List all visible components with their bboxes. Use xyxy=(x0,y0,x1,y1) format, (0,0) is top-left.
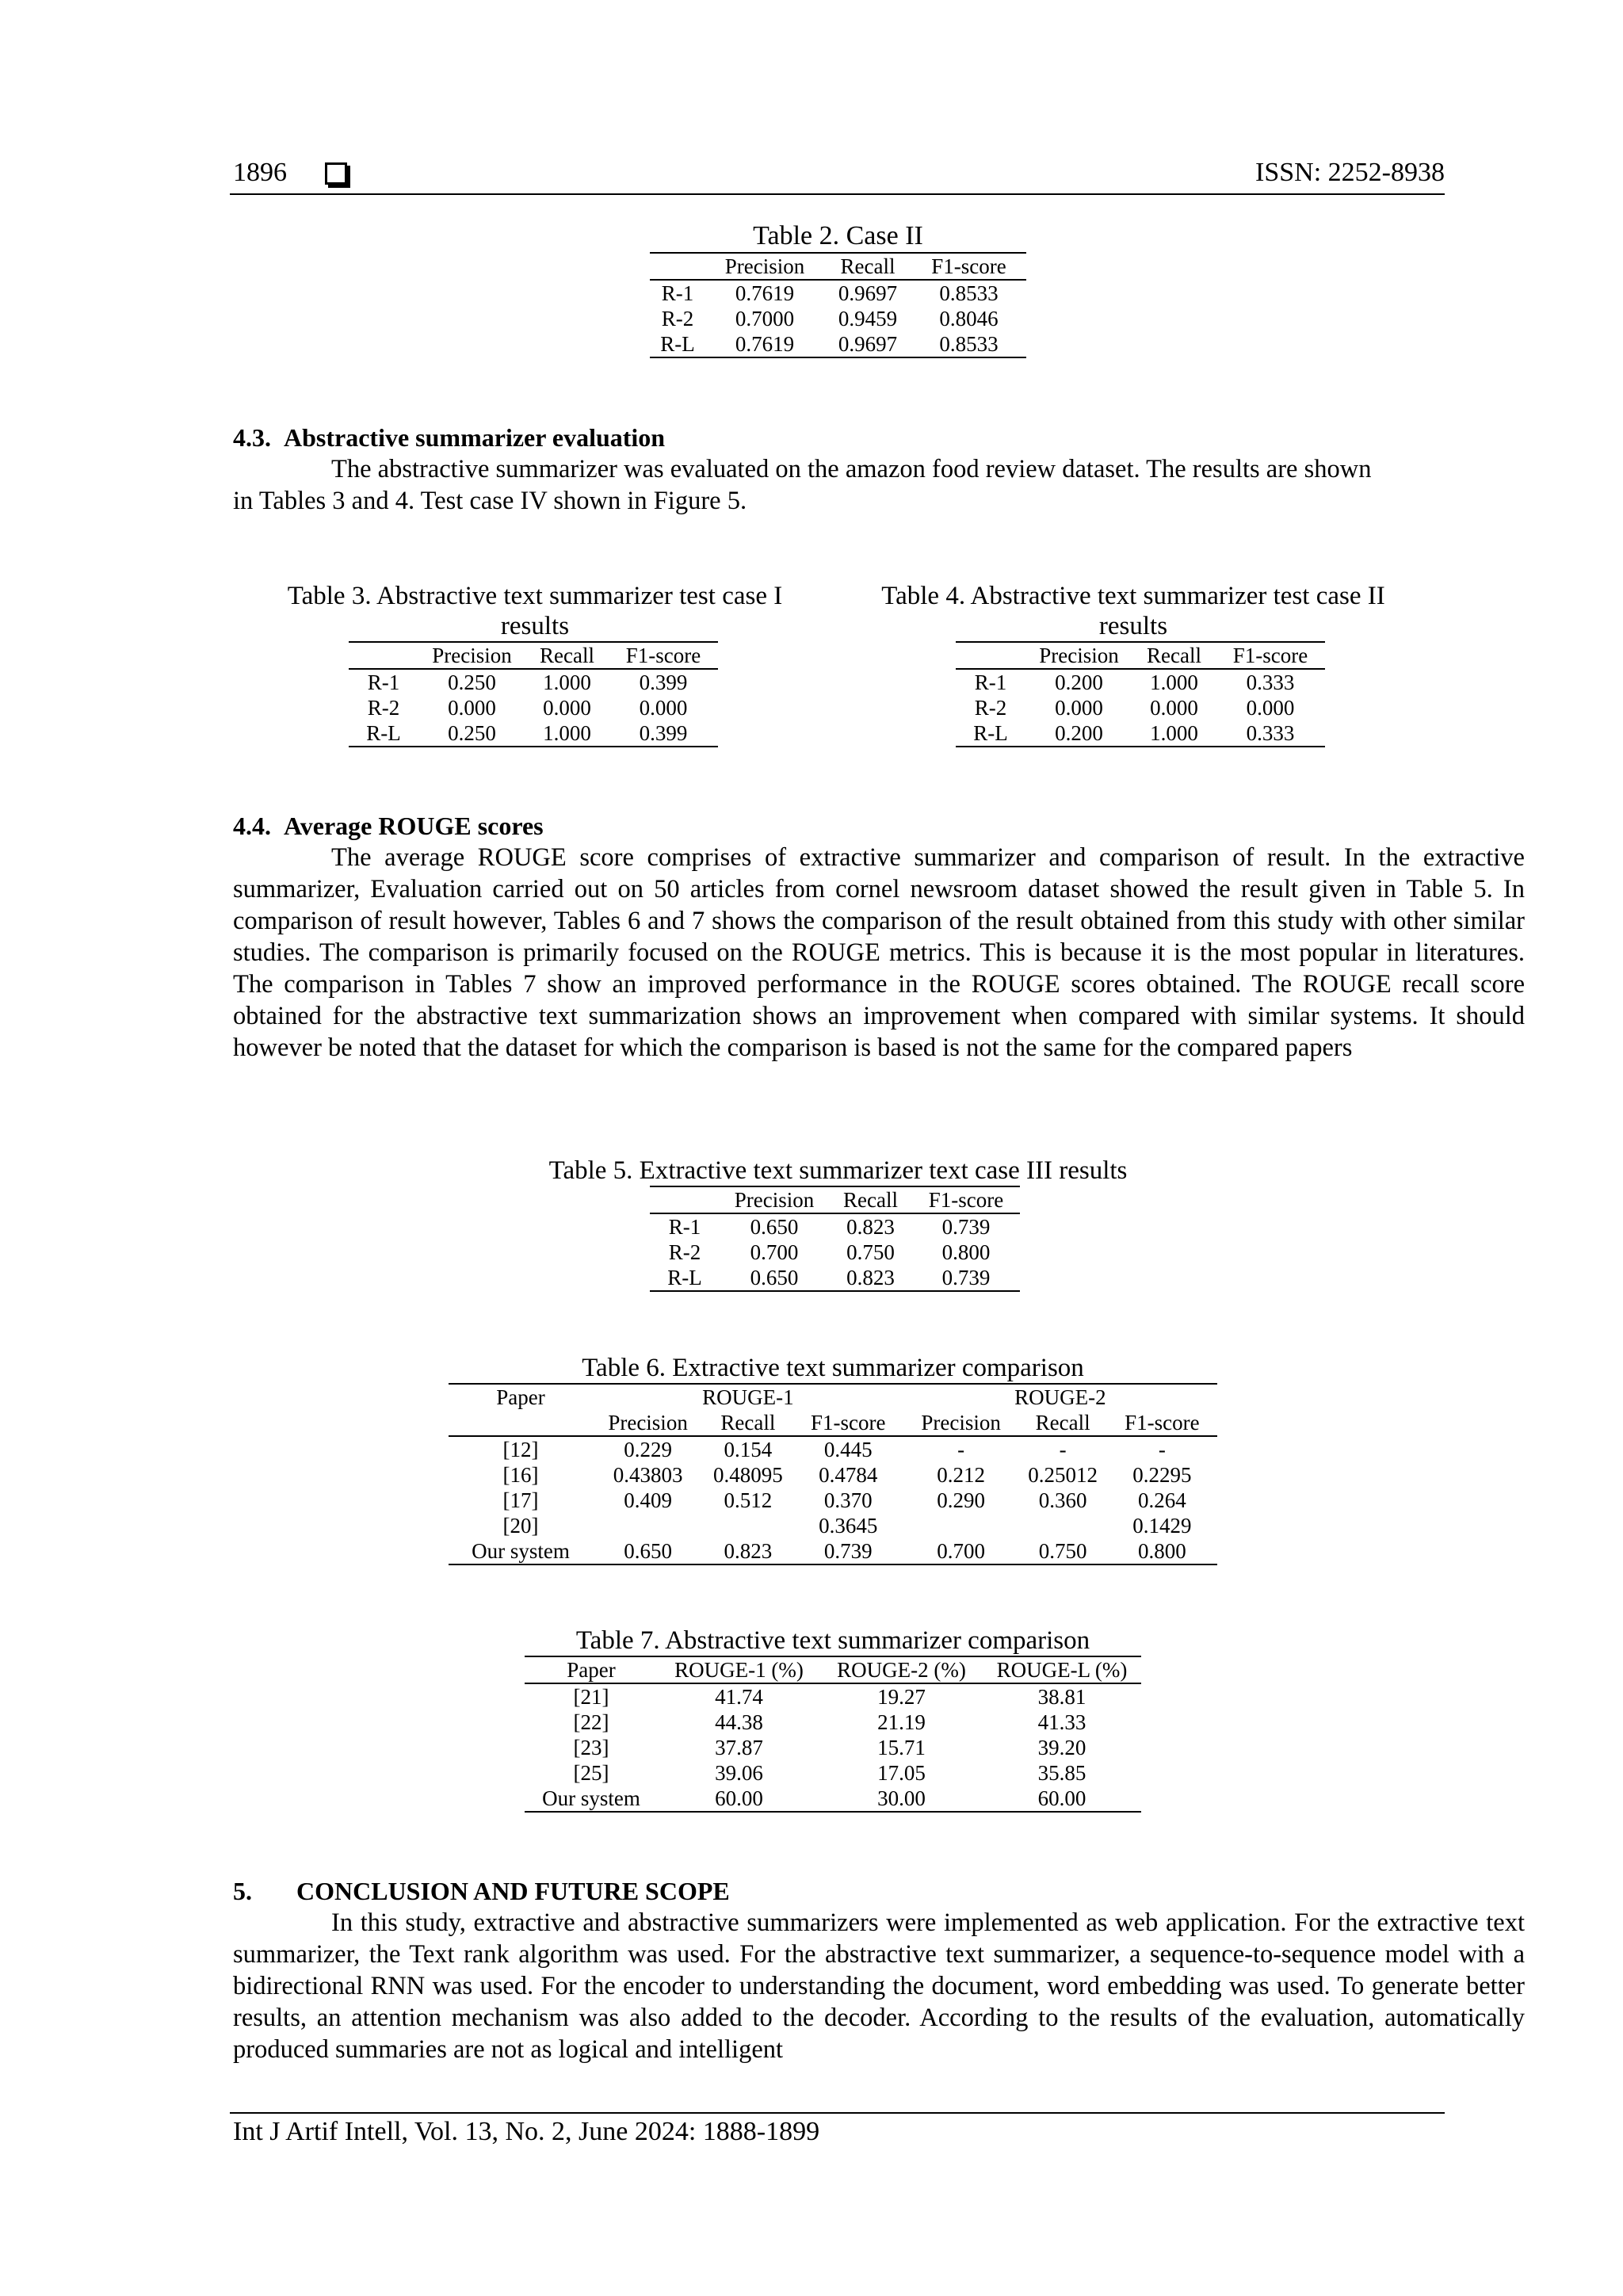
table-row xyxy=(449,1538,1217,1564)
para-rest: extractive text summarizer, the Text rank algorithm was used. For the abstractive text summarizer, a sequence-to-sequence model with a bidirectional RNN was used. For the encoder to understanding the document, word embedding was used. To generate better results, an attention mechanism was also added to the decoder. According to the results of the evaluation, automatically produced summaries are not as logical and intelligent xyxy=(233,1908,1525,2064)
table-cell: R-L xyxy=(660,332,695,356)
table-cell: 38.81 xyxy=(1037,1685,1086,1709)
table-cell: 0.750 xyxy=(1038,1539,1087,1563)
table-cell: 44.38 xyxy=(715,1710,763,1734)
table-cell: 0.700 xyxy=(937,1539,985,1563)
para-rest: extractive summarizer, Evaluation carried out on 50 articles from cornel newsroom dataset showed the result given in Table 5. In comparison of result however, Tables 6 and 7 shows the comparison of the result obtained from this study with other similar studies. The comparison is primarily focused on the ROUGE metrics. This is because it is the most popular in literatures. The comparison in Tables 7 show an improved performance in the ROUGE scores obtained. The ROUGE recall score obtained for the abstractive text summarization shows an improvement when compared with similar systems. It should however be noted that the dataset for which the comparison is based is not the same for the compared papers xyxy=(233,843,1525,1062)
table-header-row xyxy=(956,642,1325,669)
table-cell: R-2 xyxy=(668,1240,701,1264)
table-cell: 0.000 xyxy=(448,696,496,720)
column-header-cell: Recall xyxy=(824,253,911,280)
table-cell: Our system xyxy=(472,1539,570,1563)
table-cell: 0.9459 xyxy=(838,307,898,330)
section-5-title-text: CONCLUSION AND FUTURE SCOPE xyxy=(296,1877,730,1905)
table-cell: 0.445 xyxy=(823,1438,873,1461)
table2-block xyxy=(650,220,1026,358)
table-cell: R-1 xyxy=(661,281,694,305)
table-row xyxy=(650,280,1026,306)
table-cell xyxy=(903,1513,1019,1538)
table-row xyxy=(650,331,1026,357)
table-cell: 1.000 xyxy=(543,721,591,745)
table-cell: 60.00 xyxy=(1037,1786,1086,1810)
table-cell: 0.3645 xyxy=(819,1514,878,1538)
section-5-title xyxy=(233,1875,730,1907)
table-row xyxy=(449,1513,1217,1538)
column-header-cell: Precision xyxy=(903,1410,1019,1436)
table-row xyxy=(956,720,1325,747)
table-cell: 0.154 xyxy=(724,1438,773,1461)
table-cell: 0.333 xyxy=(1246,721,1295,745)
table-cell: 0.333 xyxy=(1246,670,1295,694)
table-group-header-row xyxy=(449,1384,1217,1410)
table-row xyxy=(525,1760,1141,1786)
table-cell: [23] xyxy=(573,1736,609,1759)
table-cell: 0.4784 xyxy=(819,1463,878,1487)
table-cell: 1.000 xyxy=(1150,721,1198,745)
table-cell: 15.71 xyxy=(877,1736,926,1759)
column-header-cell: Recall xyxy=(525,642,609,669)
table-cell: 35.85 xyxy=(1037,1761,1086,1785)
table3 xyxy=(349,641,718,747)
table-cell: 0.800 xyxy=(941,1240,991,1264)
column-header-cell: Precision xyxy=(1025,642,1132,669)
column-header-cell: ROUGE-1 (%) xyxy=(658,1656,820,1683)
column-header-cell: F1-score xyxy=(609,642,718,669)
table-cell: R-2 xyxy=(974,696,1007,720)
table-row xyxy=(349,720,718,747)
table-cell: 0.650 xyxy=(750,1266,799,1289)
table-cell: R-1 xyxy=(367,670,400,694)
table-cell: R-2 xyxy=(661,307,694,330)
column-header-cell xyxy=(650,1186,720,1213)
table-cell: 0.7619 xyxy=(735,332,795,356)
table-row xyxy=(525,1710,1141,1735)
para-line1: In this study, extractive and abstractive summarizers were implemented as web application. For the xyxy=(331,1908,1369,1937)
section-5-paragraph xyxy=(233,1907,1525,2065)
table-cell: [22] xyxy=(573,1710,609,1734)
header-rule xyxy=(230,193,1445,195)
issn: ISSN: 2252-8938 xyxy=(1255,158,1445,187)
table-cell: 39.20 xyxy=(1037,1736,1086,1759)
table-cell: 0.229 xyxy=(624,1438,672,1461)
column-header-cell: F1-score xyxy=(1216,642,1325,669)
table-cell: 0.739 xyxy=(823,1539,873,1563)
column-header-cell: F1-score xyxy=(912,1186,1020,1213)
table-cell: 30.00 xyxy=(877,1786,926,1810)
table-cell: R-2 xyxy=(367,696,400,720)
table6-block xyxy=(449,1353,1217,1565)
table-cell: 0.264 xyxy=(1138,1488,1186,1512)
table2-caption: Table 2. Case II xyxy=(753,221,923,250)
column-header-cell: Precision xyxy=(593,1410,703,1436)
column-header-cell: ROUGE-L (%) xyxy=(983,1656,1141,1683)
table-row xyxy=(650,306,1026,331)
table-cell: 0.409 xyxy=(624,1488,672,1512)
table-cell: 0.000 xyxy=(1150,696,1198,720)
table-cell: 0.9697 xyxy=(838,332,898,356)
table3-caption-line1: Table 3. Abstractive text summarizer test case I xyxy=(287,582,783,610)
column-header-cell: ROUGE-2 (%) xyxy=(820,1656,983,1683)
table-cell: R-1 xyxy=(974,670,1007,694)
table-cell: 0.9697 xyxy=(838,281,898,305)
column-header-cell: Recall xyxy=(1132,642,1216,669)
table-cell: 1.000 xyxy=(1150,670,1198,694)
table7 xyxy=(525,1656,1141,1813)
table-cell: 0.290 xyxy=(937,1488,985,1512)
table-cell: 0.750 xyxy=(846,1240,895,1264)
table-cell: - xyxy=(957,1438,965,1461)
table-cell xyxy=(1018,1513,1106,1538)
column-header-cell: F1-score xyxy=(793,1410,903,1436)
table-cell xyxy=(703,1513,792,1538)
table3-block xyxy=(269,581,800,747)
table-cell: 0.7619 xyxy=(735,281,795,305)
section-5-number: 5. xyxy=(233,1877,252,1905)
page-number: 1896 xyxy=(233,158,287,187)
table-cell xyxy=(593,1513,703,1538)
table-row xyxy=(650,1265,1020,1291)
table-cell: 0.200 xyxy=(1055,721,1103,745)
table7-caption: Table 7. Abstractive text summarizer comparison xyxy=(575,1626,1090,1655)
column-header-cell: Recall xyxy=(703,1410,792,1436)
table2 xyxy=(650,252,1026,358)
table-cell: 0.000 xyxy=(639,696,688,720)
column-header-cell xyxy=(956,642,1025,669)
table-cell: 0.8046 xyxy=(939,307,999,330)
table-cell: 41.33 xyxy=(1037,1710,1086,1734)
square-box-icon xyxy=(325,162,347,187)
table-cell: - xyxy=(1158,1438,1166,1461)
table-cell: [17] xyxy=(502,1488,539,1512)
table-row xyxy=(449,1488,1217,1513)
table-row xyxy=(956,669,1325,695)
table-row xyxy=(956,695,1325,720)
table-cell: 0.823 xyxy=(846,1215,895,1239)
column-header-cell xyxy=(449,1410,593,1436)
table-cell: 17.05 xyxy=(877,1761,926,1785)
section-4-4-title: 4.4. Average ROUGE scores xyxy=(233,812,544,840)
table-cell: 19.27 xyxy=(877,1685,926,1709)
table-cell: 0.48095 xyxy=(713,1463,783,1487)
table-cell: 0.399 xyxy=(639,670,688,694)
table6 xyxy=(449,1383,1217,1565)
table-cell: 0.25012 xyxy=(1028,1463,1098,1487)
table-cell: 21.19 xyxy=(877,1710,926,1734)
table6-caption: Table 6. Extractive text summarizer comparison xyxy=(582,1354,1084,1382)
table4-block xyxy=(864,581,1403,747)
group-header-cell: ROUGE-1 xyxy=(702,1385,794,1409)
table-cell: 0.399 xyxy=(639,721,688,745)
section-4-3-paragraph xyxy=(233,453,1525,517)
table-row xyxy=(525,1683,1141,1710)
table-cell: R-1 xyxy=(668,1215,701,1239)
table-row xyxy=(449,1436,1217,1462)
table-row xyxy=(349,695,718,720)
table-cell: 0.000 xyxy=(1246,696,1295,720)
table-cell: R-L xyxy=(973,721,1008,745)
table-cell: [20] xyxy=(502,1514,539,1538)
footer-citation: Int J Artif Intell, Vol. 13, No. 2, June 2024: 1888-1899 xyxy=(233,2117,820,2146)
column-header-cell: F1-score xyxy=(911,253,1026,280)
table3-caption-line2: results xyxy=(500,612,570,640)
table-cell: 0.7000 xyxy=(735,307,795,330)
table-cell: 0.212 xyxy=(937,1463,985,1487)
table-row xyxy=(650,1213,1020,1240)
table-header-row xyxy=(525,1656,1141,1683)
table-cell: 0.823 xyxy=(846,1266,895,1289)
column-header-cell: Precision xyxy=(720,1186,829,1213)
table-cell: 0.1429 xyxy=(1132,1514,1192,1538)
para-line1: The abstractive summarizer was evaluated on the amazon food review dataset. The results are shown xyxy=(331,455,1372,483)
table5 xyxy=(650,1186,1020,1292)
table-cell: 0.800 xyxy=(1138,1539,1186,1563)
table-cell: 0.823 xyxy=(724,1539,773,1563)
section-4-4-paragraph xyxy=(233,842,1525,1064)
table-cell: 0.8533 xyxy=(939,332,999,356)
column-header-cell: Precision xyxy=(705,253,824,280)
table-cell: 1.000 xyxy=(543,670,591,694)
table-cell: 0.650 xyxy=(624,1539,672,1563)
table-header-row xyxy=(650,1186,1020,1213)
column-header-cell xyxy=(650,253,705,280)
column-header-cell: F1-score xyxy=(1107,1410,1217,1436)
group-header-cell: Paper xyxy=(496,1385,545,1409)
table-cell: 0.250 xyxy=(448,670,496,694)
column-header-cell: Paper xyxy=(525,1656,658,1683)
table5-caption: Table 5. Extractive text summarizer text case III results xyxy=(548,1156,1128,1185)
table-cell: - xyxy=(1059,1438,1067,1461)
table-cell: 0.000 xyxy=(543,696,591,720)
table4-caption-line1: Table 4. Abstractive text summarizer test case II xyxy=(881,582,1385,610)
table-row xyxy=(525,1735,1141,1760)
table-cell: 0.000 xyxy=(1055,696,1103,720)
column-header-cell xyxy=(349,642,418,669)
table-cell: R-L xyxy=(667,1266,702,1289)
footer-rule xyxy=(230,2112,1445,2114)
table4-caption-line2: results xyxy=(1098,612,1168,640)
table-cell: 0.2295 xyxy=(1132,1463,1192,1487)
table4 xyxy=(956,641,1325,747)
table-cell: R-L xyxy=(366,721,401,745)
table-cell: 0.739 xyxy=(941,1215,991,1239)
table-cell: 0.700 xyxy=(750,1240,799,1264)
table-cell: Our system xyxy=(542,1786,640,1810)
table-cell: 41.74 xyxy=(715,1685,763,1709)
table-cell: 39.06 xyxy=(715,1761,763,1785)
column-header-cell: Recall xyxy=(829,1186,912,1213)
table7-block xyxy=(525,1626,1141,1813)
table-cell: 0.739 xyxy=(941,1266,991,1289)
table-cell: 0.512 xyxy=(724,1488,773,1512)
section-4-3-title: 4.3. Abstractive summarizer evaluation xyxy=(233,423,666,452)
column-header-cell: Precision xyxy=(418,642,525,669)
table-cell: 0.43803 xyxy=(613,1463,683,1487)
para-rest: in Tables 3 and 4. Test case IV shown in Figure 5. xyxy=(233,487,747,515)
table-cell: 0.650 xyxy=(750,1215,799,1239)
table-cell: 0.250 xyxy=(448,721,496,745)
para-line1: The average ROUGE score comprises of extractive summarizer and comparison of result. In the xyxy=(331,843,1411,872)
table-cell: 37.87 xyxy=(715,1736,763,1759)
table-row xyxy=(525,1786,1141,1812)
table-cell: 0.8533 xyxy=(939,281,999,305)
table-cell: 0.370 xyxy=(823,1488,873,1512)
table5-block xyxy=(491,1156,1185,1292)
table-cell: 0.200 xyxy=(1055,670,1103,694)
column-header-cell: Recall xyxy=(1018,1410,1106,1436)
table-row xyxy=(449,1462,1217,1488)
table-row xyxy=(650,1240,1020,1265)
table-cell: 0.360 xyxy=(1038,1488,1087,1512)
group-header-cell: ROUGE-2 xyxy=(1014,1385,1106,1409)
table-cell: [12] xyxy=(502,1438,539,1461)
table-header-row xyxy=(650,253,1026,280)
table-cell: [16] xyxy=(502,1463,539,1487)
table-row xyxy=(349,669,718,695)
table-cell: 60.00 xyxy=(715,1786,763,1810)
table-cell: [25] xyxy=(573,1761,609,1785)
table-header-row xyxy=(349,642,718,669)
table-header-row xyxy=(449,1410,1217,1436)
table-cell: [21] xyxy=(573,1685,609,1709)
